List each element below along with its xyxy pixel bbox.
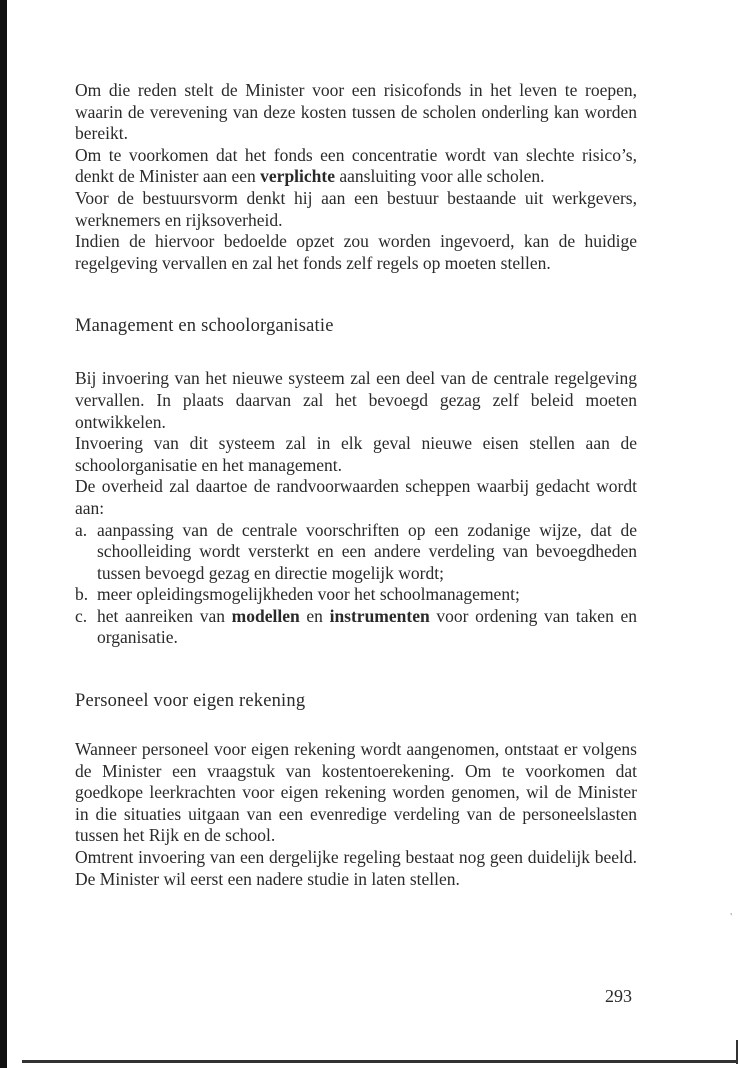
section-personeel — [75, 689, 637, 890]
list-item — [75, 520, 637, 585]
list-item-text — [97, 584, 637, 606]
text-run: De overheid zal daartoe de randvoorwaarden scheppen waarbij gedacht wordt aan: — [75, 476, 637, 518]
paragraph — [75, 231, 637, 274]
text-run: en — [299, 605, 330, 626]
text-run: het aanreiken van — [97, 605, 232, 626]
section-heading-management: Management en schoolorganisatie — [75, 316, 334, 337]
paragraph — [75, 145, 637, 188]
page-number: 293 — [605, 986, 632, 1006]
text-run: Invoering van dit systeem zal in elk geval nieuwe eisen stellen aan de schoolorganisatie en het management. — [75, 433, 637, 475]
list-item-text — [97, 606, 637, 649]
text-run: Bij invoering van het nieuwe systeem zal een deel van de centrale regelgeving vervallen. In plaats daarvan zal het bevoegd gezag zelf beleid moeten ontwikkelen. — [75, 368, 637, 432]
text-run: Om te voorkomen dat het fonds een concentratie wordt van slechte risico’s, denkt de Minister aan een — [75, 144, 637, 187]
list-item — [75, 606, 637, 649]
text-run: Indien de hiervoor bedoelde opzet zou worden ingevoerd, kan de huidige regelgeving vervallen en zal het fonds zelf regels op moeten stellen. — [75, 231, 637, 273]
paragraph — [75, 188, 637, 231]
page-binding-edge — [0, 0, 7, 1068]
list-marker: a. — [75, 519, 88, 540]
text-run: Omtrent invoering van een dergelijke regeling bestaat nog geen duidelijk beeld. De Minister wil eerst een nadere studie in laten stellen. — [75, 847, 637, 889]
text-run: aanpassing van de centrale voorschriften op een zodanige wijze, dat de schoolleiding wordt versterkt en een andere verdeling van bevoegdheden tussen bevoegd gezag en directie mogelijk wordt; — [97, 519, 637, 583]
text-run: Voor de bestuursvorm denkt hij aan een bestuur bestaande uit werkgevers, werknemers en rijksoverheid. — [75, 187, 637, 230]
document-page — [75, 80, 637, 890]
list-item — [75, 584, 637, 606]
paragraph — [75, 368, 637, 433]
text-run: meer opleidingsmogelijkheden voor het schoolmanagement; — [97, 584, 520, 605]
emphasis: instrumenten — [329, 605, 430, 626]
paragraph — [75, 739, 637, 847]
paragraph — [75, 476, 637, 519]
text-run: aansluiting voor alle scholen. — [335, 166, 545, 187]
text-run: Om die reden stelt de Minister voor een risicofonds in het leven te roepen, waarin de verevening van deze kosten tussen de scholen onderling kan worden bereikt. — [75, 80, 637, 144]
list-marker: c. — [75, 605, 88, 626]
page-bottom-edge — [22, 1060, 738, 1063]
section-management — [75, 314, 637, 649]
edge-mark: ' — [730, 912, 732, 923]
emphasis: modellen — [231, 605, 300, 626]
text-run: Wanneer personeel voor eigen rekening wordt aangenomen, ontstaat er volgens de Minister een vraagstuk van kostentoerekening. Om te voorkomen dat goedkope leerkrachten voor eigen rekening worden genomen, wil de Minister in die situaties uitgaan van een evenredige verdeling van de personeelslasten tussen het Rijk en de school. — [75, 739, 637, 846]
emphasis: verplichte — [260, 166, 335, 187]
paragraph — [75, 80, 637, 145]
text-run: voor ordening van taken en organisatie. — [97, 605, 638, 648]
conditions-list — [75, 520, 637, 650]
list-marker: b. — [75, 584, 89, 605]
paragraph — [75, 433, 637, 476]
list-item-text — [97, 520, 637, 585]
paragraph — [75, 847, 637, 890]
section-heading-personeel: Personeel voor eigen rekening — [75, 691, 306, 712]
section-risicofonds — [75, 80, 637, 274]
